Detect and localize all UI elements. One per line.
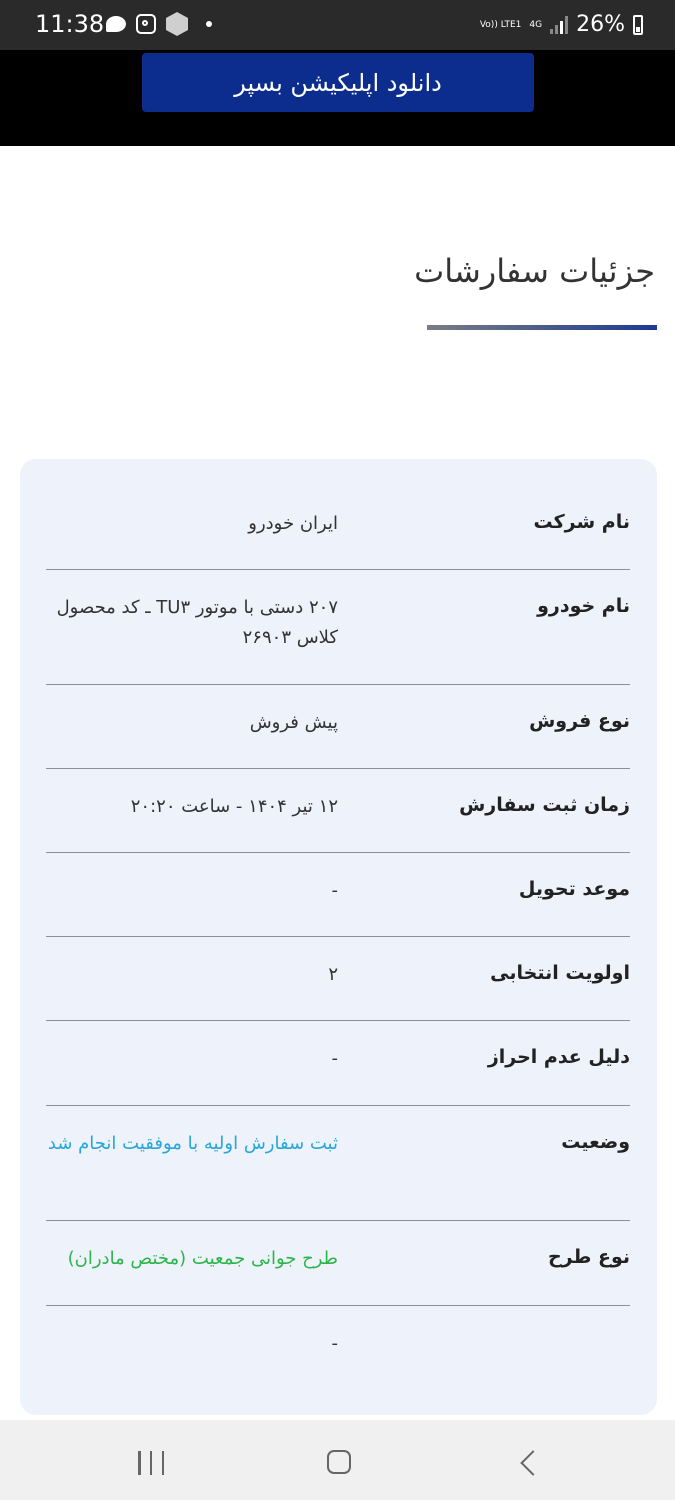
detail-row-company (46, 459, 630, 570)
detail-label: زمان ثبت سفارش (459, 794, 630, 816)
system-indicators (480, 12, 643, 37)
order-details-card (20, 459, 657, 1415)
detail-row-status (46, 1105, 630, 1221)
detail-row-rejection-reason (46, 1020, 630, 1106)
status-bar (0, 0, 675, 50)
title-underline (427, 325, 657, 330)
detail-label: نوع طرح (547, 1246, 630, 1268)
detail-label: وضعیت (561, 1131, 630, 1153)
detail-row-plan-type (46, 1220, 630, 1306)
system-nav-bar (0, 1420, 675, 1500)
detail-value: ۲۰۷ دستی با موتور TU۳ ـ کد محصول کلاس ۲۶۹۰۳ (56, 597, 338, 648)
chat-icon (106, 16, 126, 32)
detail-label: دلیل عدم احراز (487, 1046, 630, 1068)
detail-row-order-time (46, 768, 630, 853)
detail-value: پیش فروش (249, 712, 338, 733)
detail-value: - (331, 1333, 338, 1354)
status-time: 11:38 (35, 10, 105, 38)
detail-row-car (46, 569, 630, 685)
detail-label: موعد تحویل (518, 878, 630, 900)
detail-row-delivery (46, 852, 630, 937)
signal-icon (550, 16, 568, 34)
lte-indicator: Vo)) LTE1 (479, 19, 522, 30)
detail-label: نام خودرو (537, 595, 630, 617)
detail-value: ۲ (328, 964, 338, 985)
back-icon[interactable] (520, 1450, 545, 1475)
detail-value: - (331, 880, 338, 901)
detail-value: ایران خودرو (248, 513, 338, 534)
detail-row-priority (46, 936, 630, 1021)
detail-row-extra (46, 1305, 630, 1389)
dot-icon (206, 21, 212, 27)
hexagon-app-icon (166, 12, 188, 36)
notification-icons (106, 12, 212, 36)
recent-apps-icon[interactable] (138, 1451, 164, 1475)
battery-icon (633, 15, 643, 35)
instagram-icon (136, 14, 156, 34)
detail-label: نوع فروش (529, 710, 630, 732)
detail-value: ۱۲ تیر ۱۴۰۴ - ساعت ۲۰:۲۰ (130, 796, 338, 817)
download-app-button[interactable]: دانلود اپلیکیشن بسپر (142, 53, 534, 112)
battery-percent: 26% (576, 12, 625, 37)
detail-label: نام شرکت (533, 511, 630, 533)
detail-label: اولویت انتخابی (490, 962, 630, 984)
detail-row-sale-type (46, 684, 630, 769)
detail-value: - (331, 1048, 338, 1069)
status-value: ثبت سفارش اولیه با موفقیت انجام شد (47, 1133, 338, 1154)
home-icon[interactable] (327, 1450, 351, 1474)
page-title: جزئیات سفارشات (414, 252, 655, 290)
4g-indicator: 4G (529, 19, 543, 30)
plan-value: طرح جوانی جمعیت (مختص مادران) (67, 1248, 338, 1269)
